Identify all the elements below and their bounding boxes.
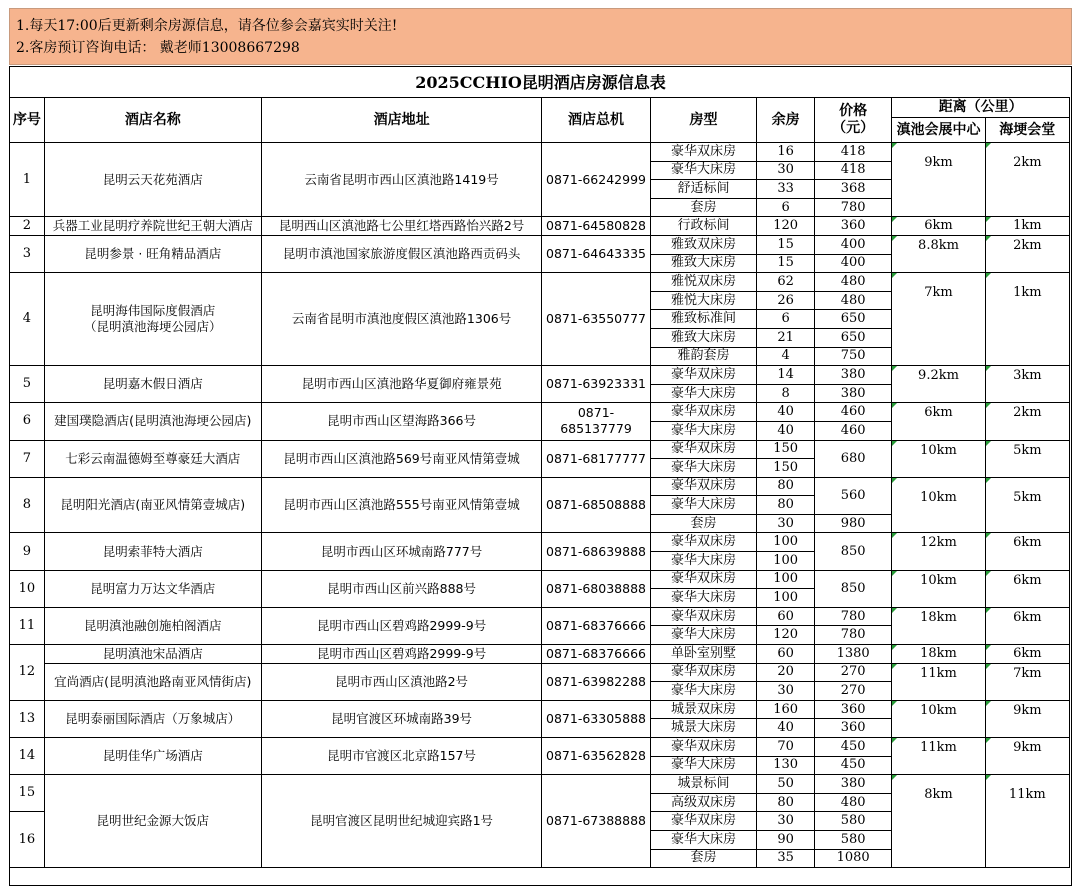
room-type: 豪华双床房 bbox=[650, 812, 757, 831]
room-remaining: 100 bbox=[757, 533, 815, 552]
hotel-name: 昆明滇池融创施柏阁酒店 bbox=[44, 607, 261, 644]
room-type: 豪华大床房 bbox=[650, 384, 757, 403]
room-type: 豪华双床房 bbox=[650, 440, 757, 459]
room-type: 豪华双床房 bbox=[650, 533, 757, 552]
room-remaining: 40 bbox=[757, 421, 815, 440]
room-remaining: 20 bbox=[757, 663, 815, 682]
hotel-sheet bbox=[9, 66, 1072, 886]
table-row bbox=[10, 645, 1070, 664]
hotel-phone: 0871-68508888 bbox=[542, 477, 650, 533]
hotel-phone: 0871-66242999 bbox=[542, 143, 650, 217]
table-row bbox=[10, 403, 1070, 422]
row-no: 9 bbox=[10, 533, 45, 570]
hotel-address: 昆明市西山区滇池路569号南亚风情第壹城 bbox=[261, 440, 541, 477]
header-distance: 距离（公里） bbox=[892, 98, 1070, 118]
table-row bbox=[10, 663, 1070, 682]
room-type: 豪华大床房 bbox=[650, 589, 757, 608]
room-price: 368 bbox=[814, 180, 891, 199]
room-type: 城景大床房 bbox=[650, 719, 757, 738]
hotel-address: 昆明西山区滇池路七公里红塔西路怡兴路2号 bbox=[261, 217, 541, 236]
room-remaining: 100 bbox=[757, 570, 815, 589]
distance-expo-center: 9km bbox=[892, 143, 985, 217]
room-remaining: 90 bbox=[757, 830, 815, 849]
room-type: 豪华双床房 bbox=[650, 403, 757, 422]
row-no: 2 bbox=[10, 217, 45, 236]
distance-expo-center: 9.2km bbox=[892, 366, 985, 403]
room-type: 豪华大床房 bbox=[650, 459, 757, 478]
notice-line-1: 1.每天17:00后更新剩余房源信息，请各位参会嘉宾实时关注! bbox=[16, 18, 398, 34]
hotel-name: 昆明阳光酒店(南亚风情第壹城店) bbox=[44, 477, 261, 533]
hotel-name: 兵器工业昆明疗养院世纪王朝大酒店 bbox=[44, 217, 261, 236]
room-remaining: 100 bbox=[757, 552, 815, 571]
room-price: 360 bbox=[814, 217, 891, 236]
distance-haigeng-hall: 2km bbox=[985, 403, 1069, 440]
header-phone: 酒店总机 bbox=[542, 98, 650, 143]
room-type: 豪华双床房 bbox=[650, 477, 757, 496]
distance-expo-center: 11km bbox=[892, 738, 985, 775]
hotel-address: 昆明市官渡区北京路157号 bbox=[261, 738, 541, 775]
table-row bbox=[10, 533, 1070, 552]
room-type: 豪华大床房 bbox=[650, 626, 757, 645]
room-price: 400 bbox=[814, 235, 891, 254]
room-price: 650 bbox=[814, 310, 891, 329]
room-price: 270 bbox=[814, 682, 891, 701]
distance-haigeng-hall: 6km bbox=[985, 533, 1069, 570]
header-dist-a: 滇池会展中心 bbox=[892, 118, 985, 143]
room-type: 雅悦大床房 bbox=[650, 291, 757, 310]
room-price: 380 bbox=[814, 384, 891, 403]
hotel-phone: 0871-64643335 bbox=[542, 235, 650, 272]
distance-expo-center: 8km bbox=[892, 775, 985, 868]
notice-banner bbox=[9, 8, 1072, 65]
room-type: 单卧室别墅 bbox=[650, 645, 757, 664]
room-price: 560 bbox=[814, 477, 891, 514]
table-row bbox=[10, 738, 1070, 757]
distance-expo-center: 10km bbox=[892, 570, 985, 607]
hotel-phone: 0871-63923331 bbox=[542, 366, 650, 403]
room-remaining: 60 bbox=[757, 645, 815, 664]
room-type: 豪华双床房 bbox=[650, 143, 757, 162]
room-remaining: 26 bbox=[757, 291, 815, 310]
hotel-name: 昆明泰丽国际酒店（万象城店） bbox=[44, 700, 261, 737]
hotel-name-line-2: （昆明滇池海埂公园店） bbox=[84, 319, 222, 335]
room-type: 豪华双床房 bbox=[650, 663, 757, 682]
room-price: 460 bbox=[814, 421, 891, 440]
room-remaining: 80 bbox=[757, 477, 815, 496]
hotel-name: 宜尚酒店(昆明滇池路南亚风情街店) bbox=[44, 663, 261, 700]
distance-haigeng-hall: 6km bbox=[985, 607, 1069, 644]
hotel-address: 昆明市西山区滇池路555号南亚风情第壹城 bbox=[261, 477, 541, 533]
hotel-name: 昆明云天花苑酒店 bbox=[44, 143, 261, 217]
row-no: 15 bbox=[10, 775, 45, 812]
hotel-phone: 0871-63982288 bbox=[542, 663, 650, 700]
hotel-phone: 0871-68038888 bbox=[542, 570, 650, 607]
room-remaining: 16 bbox=[757, 143, 815, 162]
room-price: 780 bbox=[814, 198, 891, 217]
hotel-phone: 0871-67388888 bbox=[542, 775, 650, 868]
hotel-name bbox=[44, 273, 261, 366]
room-type: 豪华双床房 bbox=[650, 607, 757, 626]
row-no: 6 bbox=[10, 403, 45, 440]
hotel-name: 昆明佳华广场酒店 bbox=[44, 738, 261, 775]
distance-haigeng-hall: 2km bbox=[985, 143, 1069, 217]
room-remaining: 6 bbox=[757, 310, 815, 329]
distance-haigeng-hall: 9km bbox=[985, 700, 1069, 737]
distance-haigeng-hall: 7km bbox=[985, 663, 1069, 700]
table-row bbox=[10, 235, 1070, 254]
room-remaining: 120 bbox=[757, 626, 815, 645]
distance-haigeng-hall: 6km bbox=[985, 570, 1069, 607]
hotel-address: 云南省昆明市滇池度假区滇池路1306号 bbox=[261, 273, 541, 366]
header-no: 序号 bbox=[10, 98, 45, 143]
room-remaining: 15 bbox=[757, 254, 815, 273]
room-price: 650 bbox=[814, 328, 891, 347]
room-type: 豪华双床房 bbox=[650, 738, 757, 757]
room-remaining: 70 bbox=[757, 738, 815, 757]
table-row bbox=[10, 143, 1070, 162]
room-price: 1380 bbox=[814, 645, 891, 664]
room-remaining: 4 bbox=[757, 347, 815, 366]
room-price: 780 bbox=[814, 626, 891, 645]
room-price: 270 bbox=[814, 663, 891, 682]
hotel-address: 昆明市滇池国家旅游度假区滇池路西贡码头 bbox=[261, 235, 541, 272]
room-remaining: 120 bbox=[757, 217, 815, 236]
room-type: 豪华双床房 bbox=[650, 366, 757, 385]
room-remaining: 62 bbox=[757, 273, 815, 292]
header-row-1 bbox=[10, 98, 1070, 118]
room-price: 418 bbox=[814, 143, 891, 162]
room-price: 680 bbox=[814, 440, 891, 477]
room-type: 雅韵套房 bbox=[650, 347, 757, 366]
room-price: 418 bbox=[814, 161, 891, 180]
room-remaining: 40 bbox=[757, 719, 815, 738]
distance-haigeng-hall: 1km bbox=[985, 273, 1069, 366]
room-price: 1080 bbox=[814, 849, 891, 868]
room-remaining: 35 bbox=[757, 849, 815, 868]
room-price: 480 bbox=[814, 273, 891, 292]
room-remaining: 130 bbox=[757, 756, 815, 775]
room-price: 450 bbox=[814, 738, 891, 757]
hotel-name: 建国璞隐酒店(昆明滇池海埂公园店) bbox=[44, 403, 261, 440]
hotel-table-body bbox=[10, 143, 1070, 868]
row-no: 4 bbox=[10, 273, 45, 366]
distance-expo-center: 10km bbox=[892, 700, 985, 737]
room-remaining: 33 bbox=[757, 180, 815, 199]
hotel-name-line-1: 昆明海伟国际度假酒店 bbox=[90, 303, 216, 319]
distance-expo-center: 10km bbox=[892, 477, 985, 533]
sheet-title: 2025CCHIO昆明酒店房源信息表 bbox=[415, 73, 666, 92]
row-no: 16 bbox=[10, 812, 45, 868]
row-no: 8 bbox=[10, 477, 45, 533]
row-no: 11 bbox=[10, 607, 45, 644]
header-room-type: 房型 bbox=[650, 98, 757, 143]
room-type: 高级双床房 bbox=[650, 793, 757, 812]
room-type: 豪华大床房 bbox=[650, 496, 757, 515]
room-type: 豪华大床房 bbox=[650, 682, 757, 701]
room-price: 460 bbox=[814, 403, 891, 422]
notice-line-2: 2.客房预订咨询电话： 戴老师13008667298 bbox=[16, 40, 300, 56]
distance-haigeng-hall: 1km bbox=[985, 217, 1069, 236]
table-row bbox=[10, 607, 1070, 626]
room-type: 雅致双床房 bbox=[650, 235, 757, 254]
room-type: 豪华大床房 bbox=[650, 552, 757, 571]
room-remaining: 80 bbox=[757, 793, 815, 812]
room-price: 780 bbox=[814, 607, 891, 626]
table-row bbox=[10, 273, 1070, 292]
distance-haigeng-hall: 5km bbox=[985, 440, 1069, 477]
hotel-phone: 0871-63305888 bbox=[542, 700, 650, 737]
hotel-address: 昆明市西山区前兴路888号 bbox=[261, 570, 541, 607]
distance-expo-center: 6km bbox=[892, 217, 985, 236]
distance-expo-center: 18km bbox=[892, 607, 985, 644]
distance-expo-center: 8.8km bbox=[892, 235, 985, 272]
room-remaining: 21 bbox=[757, 328, 815, 347]
room-type: 套房 bbox=[650, 849, 757, 868]
room-price: 360 bbox=[814, 719, 891, 738]
hotel-phone: 0871-68376666 bbox=[542, 645, 650, 664]
room-remaining: 30 bbox=[757, 812, 815, 831]
hotel-address: 昆明市西山区碧鸡路2999-9号 bbox=[261, 645, 541, 664]
hotel-phone: 0871-68639888 bbox=[542, 533, 650, 570]
distance-haigeng-hall: 9km bbox=[985, 738, 1069, 775]
table-row bbox=[10, 440, 1070, 459]
hotel-name: 七彩云南温德姆至尊豪廷大酒店 bbox=[44, 440, 261, 477]
hotel-name: 昆明参景 · 旺角精品酒店 bbox=[44, 235, 261, 272]
room-price: 380 bbox=[814, 775, 891, 794]
header-price-label: 价格 bbox=[839, 103, 868, 119]
hotel-address: 昆明官渡区昆明世纪城迎宾路1号 bbox=[261, 775, 541, 868]
distance-expo-center: 18km bbox=[892, 645, 985, 664]
hotel-address: 昆明官渡区环城南路39号 bbox=[261, 700, 541, 737]
hotel-address: 昆明市西山区碧鸡路2999-9号 bbox=[261, 607, 541, 644]
row-no: 13 bbox=[10, 700, 45, 737]
room-type: 雅致大床房 bbox=[650, 328, 757, 347]
table-row bbox=[10, 477, 1070, 496]
room-remaining: 40 bbox=[757, 403, 815, 422]
distance-expo-center: 10km bbox=[892, 440, 985, 477]
table-row bbox=[10, 700, 1070, 719]
room-price: 580 bbox=[814, 830, 891, 849]
room-type: 行政标间 bbox=[650, 217, 757, 236]
distance-haigeng-hall: 11km bbox=[985, 775, 1069, 868]
room-remaining: 100 bbox=[757, 589, 815, 608]
room-type: 套房 bbox=[650, 514, 757, 533]
hotel-address: 昆明市西山区滇池路2号 bbox=[261, 663, 541, 700]
hotel-address: 云南省昆明市西山区滇池路1419号 bbox=[261, 143, 541, 217]
room-type: 豪华大床房 bbox=[650, 421, 757, 440]
hotel-phone: 0871-63562828 bbox=[542, 738, 650, 775]
hotel-phone: 0871-63550777 bbox=[542, 273, 650, 366]
distance-haigeng-hall: 6km bbox=[985, 645, 1069, 664]
room-remaining: 50 bbox=[757, 775, 815, 794]
table-row bbox=[10, 217, 1070, 236]
header-address: 酒店地址 bbox=[261, 98, 541, 143]
hotel-name: 昆明嘉木假日酒店 bbox=[44, 366, 261, 403]
hotel-name: 昆明滇池宋品酒店 bbox=[44, 645, 261, 664]
table-row bbox=[10, 775, 1070, 794]
room-remaining: 30 bbox=[757, 682, 815, 701]
room-remaining: 30 bbox=[757, 514, 815, 533]
hotel-phone: 0871-685137779 bbox=[542, 403, 650, 440]
room-remaining: 150 bbox=[757, 440, 815, 459]
room-remaining: 6 bbox=[757, 198, 815, 217]
room-price: 850 bbox=[814, 570, 891, 607]
hotel-address: 昆明市西山区滇池路华夏御府雍景苑 bbox=[261, 366, 541, 403]
distance-haigeng-hall: 5km bbox=[985, 477, 1069, 533]
room-type: 雅致大床房 bbox=[650, 254, 757, 273]
room-price: 380 bbox=[814, 366, 891, 385]
room-type: 豪华大床房 bbox=[650, 161, 757, 180]
row-no: 3 bbox=[10, 235, 45, 272]
room-price: 750 bbox=[814, 347, 891, 366]
hotel-name: 昆明索菲特大酒店 bbox=[44, 533, 261, 570]
distance-haigeng-hall: 2km bbox=[985, 235, 1069, 272]
room-type: 套房 bbox=[650, 198, 757, 217]
room-price: 360 bbox=[814, 700, 891, 719]
room-price: 980 bbox=[814, 514, 891, 533]
room-type: 豪华大床房 bbox=[650, 830, 757, 849]
row-no: 5 bbox=[10, 366, 45, 403]
header-price bbox=[814, 98, 891, 143]
room-remaining: 8 bbox=[757, 384, 815, 403]
room-price: 850 bbox=[814, 533, 891, 570]
header-dist-b: 海埂会堂 bbox=[985, 118, 1069, 143]
header-remaining: 余房 bbox=[757, 98, 815, 143]
room-price: 450 bbox=[814, 756, 891, 775]
room-price: 400 bbox=[814, 254, 891, 273]
room-price: 480 bbox=[814, 793, 891, 812]
distance-expo-center: 11km bbox=[892, 663, 985, 700]
room-remaining: 14 bbox=[757, 366, 815, 385]
hotel-phone: 0871-64580828 bbox=[542, 217, 650, 236]
room-remaining: 60 bbox=[757, 607, 815, 626]
room-remaining: 30 bbox=[757, 161, 815, 180]
distance-expo-center: 6km bbox=[892, 403, 985, 440]
distance-expo-center: 7km bbox=[892, 273, 985, 366]
row-no: 14 bbox=[10, 738, 45, 775]
room-type: 雅致标准间 bbox=[650, 310, 757, 329]
room-type: 舒适标间 bbox=[650, 180, 757, 199]
room-type: 雅悦双床房 bbox=[650, 273, 757, 292]
hotel-phone: 0871-68177777 bbox=[542, 440, 650, 477]
room-remaining: 80 bbox=[757, 496, 815, 515]
room-type: 豪华大床房 bbox=[650, 756, 757, 775]
row-no: 1 bbox=[10, 143, 45, 217]
hotel-name: 昆明世纪金源大饭店 bbox=[44, 775, 261, 868]
table-row bbox=[10, 570, 1070, 589]
hotel-address: 昆明市西山区望海路366号 bbox=[261, 403, 541, 440]
room-remaining: 160 bbox=[757, 700, 815, 719]
distance-expo-center: 12km bbox=[892, 533, 985, 570]
room-price: 580 bbox=[814, 812, 891, 831]
room-remaining: 15 bbox=[757, 235, 815, 254]
room-type: 豪华双床房 bbox=[650, 570, 757, 589]
row-no: 12 bbox=[10, 645, 45, 701]
room-price: 480 bbox=[814, 291, 891, 310]
room-type: 城景双床房 bbox=[650, 700, 757, 719]
table-row bbox=[10, 366, 1070, 385]
header-price-unit: （元） bbox=[832, 120, 875, 136]
row-no: 7 bbox=[10, 440, 45, 477]
distance-haigeng-hall: 3km bbox=[985, 366, 1069, 403]
hotel-phone: 0871-68376666 bbox=[542, 607, 650, 644]
hotel-name: 昆明富力万达文华酒店 bbox=[44, 570, 261, 607]
room-type: 城景标间 bbox=[650, 775, 757, 794]
hotel-address: 昆明市西山区环城南路777号 bbox=[261, 533, 541, 570]
header-name: 酒店名称 bbox=[44, 98, 261, 143]
hotel-table bbox=[9, 97, 1070, 868]
row-no: 10 bbox=[10, 570, 45, 607]
room-remaining: 150 bbox=[757, 459, 815, 478]
